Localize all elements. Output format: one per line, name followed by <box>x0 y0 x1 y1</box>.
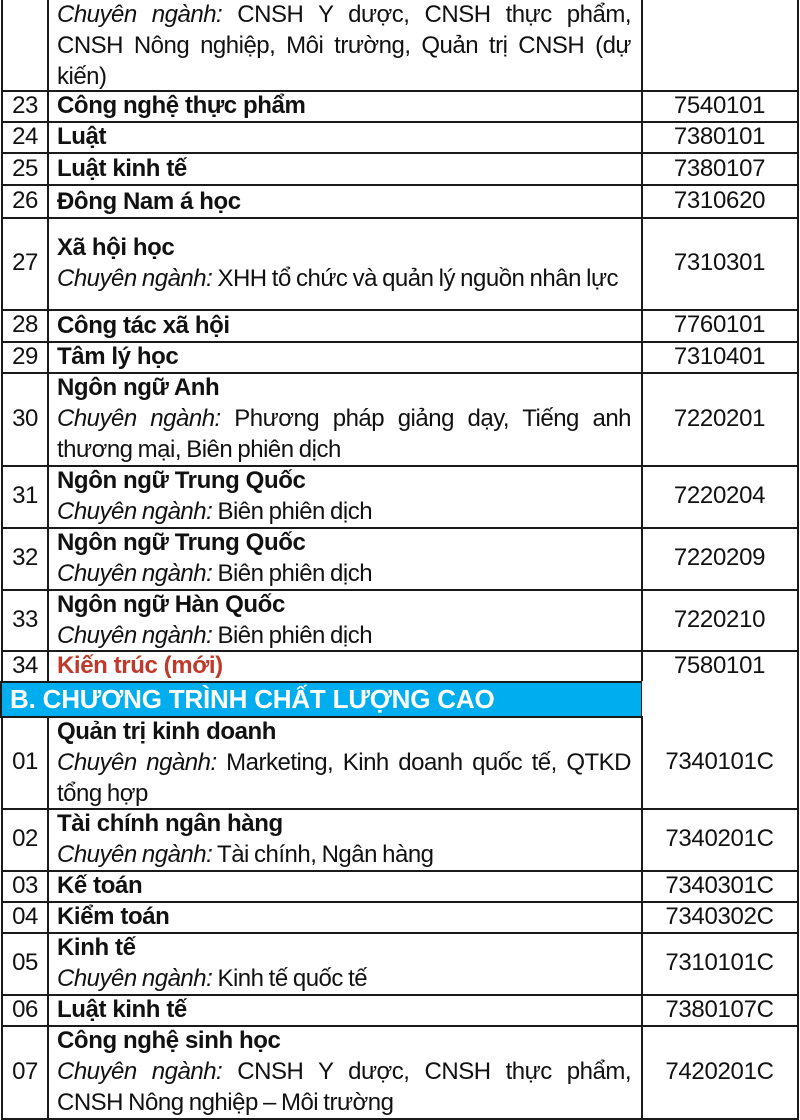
table-row-new-program <box>0 650 800 683</box>
specialization-text <box>57 963 631 994</box>
specialization-text <box>57 1056 631 1118</box>
program-code: 7540101 <box>642 90 799 123</box>
table-row <box>0 994 800 1027</box>
program-code: 7220209 <box>642 527 799 591</box>
program-name-cell <box>48 901 643 934</box>
program-name: Kiểm toán <box>57 903 170 930</box>
table-row <box>0 527 800 591</box>
specialization-text <box>57 0 631 92</box>
program-code: 7310620 <box>642 185 799 219</box>
program-name: Ngôn ngữ Trung Quốc <box>57 467 306 494</box>
row-number: 33 <box>1 589 49 652</box>
row-number: 27 <box>1 217 49 311</box>
program-name-cell <box>48 185 643 219</box>
specialization-text <box>57 558 631 589</box>
program-code: 7220201 <box>642 372 799 467</box>
program-code-cell <box>642 0 799 92</box>
program-name: Ngôn ngữ Hàn Quốc <box>57 590 285 618</box>
program-name: Luật kinh tế <box>57 996 187 1023</box>
specialization-list: Tài chính, Ngân hàng <box>212 841 434 868</box>
specialization-label: Chuyên ngành: <box>57 841 213 868</box>
specialization-list: Biên phiên dịch <box>212 621 373 649</box>
specialization-text <box>57 620 631 651</box>
program-name: Đông Nam á học <box>57 187 241 215</box>
row-number: 05 <box>1 932 49 996</box>
section-b-heading-blank-cell <box>642 681 799 718</box>
program-name: Quản trị kinh doanh <box>57 717 277 745</box>
program-code: 7340302C <box>642 901 799 934</box>
row-number: 23 <box>1 90 49 123</box>
program-name-cell <box>48 994 643 1027</box>
program-code: 7220204 <box>642 465 799 529</box>
specialization-label: Chuyên ngành: <box>57 405 221 432</box>
program-name-cell <box>48 808 643 872</box>
program-name: Ngôn ngữ Trung Quốc <box>57 529 306 556</box>
specialization-text <box>57 496 631 527</box>
program-code: 7340201C <box>642 808 799 872</box>
program-name-highlighted: Kiến trúc (mới) <box>57 652 223 679</box>
specialization-list: Phương pháp giảng dạy, Tiếng anh thương mại, Biên phiên dịch <box>57 405 632 463</box>
row-number: 34 <box>1 650 49 683</box>
program-code: 7310401 <box>642 341 799 374</box>
table-row <box>0 870 800 903</box>
program-name: Tâm lý học <box>57 343 179 370</box>
program-name-cell <box>48 121 643 154</box>
program-name: Luật kinh tế <box>57 155 187 182</box>
specialization-label: Chuyên ngành: <box>57 498 213 525</box>
program-code: 7380101 <box>642 121 799 154</box>
specialization-list: CNSH Y dược, CNSH thực phẩm, CNSH Nông nghiệp – Môi trường <box>57 1058 631 1116</box>
program-code: 7380107C <box>642 994 799 1027</box>
program-name-cell <box>48 932 643 996</box>
program-name-cell <box>48 870 643 903</box>
program-name: Luật <box>57 123 107 150</box>
row-number: 29 <box>1 341 49 374</box>
row-number: 06 <box>1 994 49 1027</box>
specialization-label: Chuyên ngành: <box>57 621 213 649</box>
program-name-cell <box>48 527 643 591</box>
program-name-cell <box>48 1025 643 1120</box>
program-code: 7310301 <box>642 217 799 311</box>
program-name-cell <box>48 589 643 652</box>
row-number: 01 <box>1 716 49 810</box>
program-code: 7420201C <box>642 1025 799 1120</box>
program-name: Kế toán <box>57 872 143 899</box>
specialization-text <box>57 839 631 870</box>
program-code: 7220210 <box>642 589 799 652</box>
program-name-cell <box>48 309 643 343</box>
program-name-cell <box>48 90 643 123</box>
table-row <box>0 153 800 186</box>
program-name: Xã hội học <box>57 234 175 261</box>
specialization-list: Biên phiên dịch <box>212 498 373 525</box>
row-number: 31 <box>1 465 49 529</box>
table-row <box>0 465 800 529</box>
specialization-list: CNSH Y dược, CNSH thực phẩm, CNSH Nông nghiệp, Môi trường, Quản trị CNSH (dự kiến) <box>57 0 631 90</box>
section-b-heading: B. CHƯƠNG TRÌNH CHẤT LƯỢNG CAO <box>0 681 643 718</box>
specialization-list: Kinh tế quốc tế <box>212 965 368 992</box>
program-name: Công nghệ thực phẩm <box>57 92 306 119</box>
program-name-cell <box>48 153 643 186</box>
table-row <box>0 901 800 934</box>
program-name: Kinh tế <box>57 934 136 961</box>
program-name-cell <box>48 372 643 467</box>
specialization-label: Chuyên ngành: <box>57 560 213 587</box>
row-number: 25 <box>1 153 49 186</box>
row-number: 07 <box>1 1025 49 1120</box>
program-name-cell <box>48 465 643 529</box>
specialization-list: Marketing, Kinh doanh quốc tế, QTKD tổng hợp <box>57 748 632 807</box>
program-name: Công nghệ sinh học <box>57 1027 281 1054</box>
table-row <box>0 121 800 154</box>
program-name: Tài chính ngân hàng <box>57 810 283 837</box>
row-number: 03 <box>1 870 49 903</box>
row-number: 32 <box>1 527 49 591</box>
table-row <box>0 185 800 219</box>
specialization-label: Chuyên ngành: <box>57 965 213 992</box>
program-name: Ngôn ngữ Anh <box>57 374 220 401</box>
specialization-label: Chuyên ngành: <box>57 1058 223 1085</box>
table-row <box>0 309 800 343</box>
program-name: Công tác xã hội <box>57 311 230 339</box>
specialization-list: Biên phiên dịch <box>212 560 373 587</box>
row-number: 24 <box>1 121 49 154</box>
specialization-text <box>57 747 631 809</box>
row-number: 02 <box>1 808 49 872</box>
row-number: 04 <box>1 901 49 934</box>
table-row <box>0 90 800 123</box>
program-code: 7310101C <box>642 932 799 996</box>
program-name-cell <box>48 716 643 810</box>
specialization-label: Chuyên ngành: <box>57 748 217 776</box>
table-row <box>0 716 800 810</box>
program-code: 7380107 <box>642 153 799 186</box>
specialization-list: XHH tổ chức và quản lý nguồn nhân lực <box>212 265 619 292</box>
row-number: 30 <box>1 372 49 467</box>
row-number-cell <box>1 0 49 92</box>
program-name-cell <box>48 650 643 683</box>
row-number: 26 <box>1 185 49 219</box>
table-row <box>0 1025 800 1120</box>
table-row-continuation <box>0 0 800 92</box>
program-name-cell <box>48 0 643 92</box>
specialization-text <box>57 403 631 465</box>
table-row <box>0 932 800 996</box>
program-code: 7340301C <box>642 870 799 903</box>
specialization-label: Chuyên ngành: <box>57 0 223 28</box>
specialization-text <box>57 263 631 294</box>
program-name-cell <box>48 217 643 311</box>
row-number: 28 <box>1 309 49 343</box>
program-name-cell <box>48 341 643 374</box>
table-row <box>0 808 800 872</box>
table-row <box>0 217 800 311</box>
program-code: 7340101C <box>642 716 799 810</box>
table-row <box>0 341 800 374</box>
table-row <box>0 372 800 467</box>
specialization-label: Chuyên ngành: <box>57 265 213 292</box>
program-code: 7580101 <box>642 650 799 683</box>
program-code: 7760101 <box>642 309 799 343</box>
table-row <box>0 589 800 652</box>
